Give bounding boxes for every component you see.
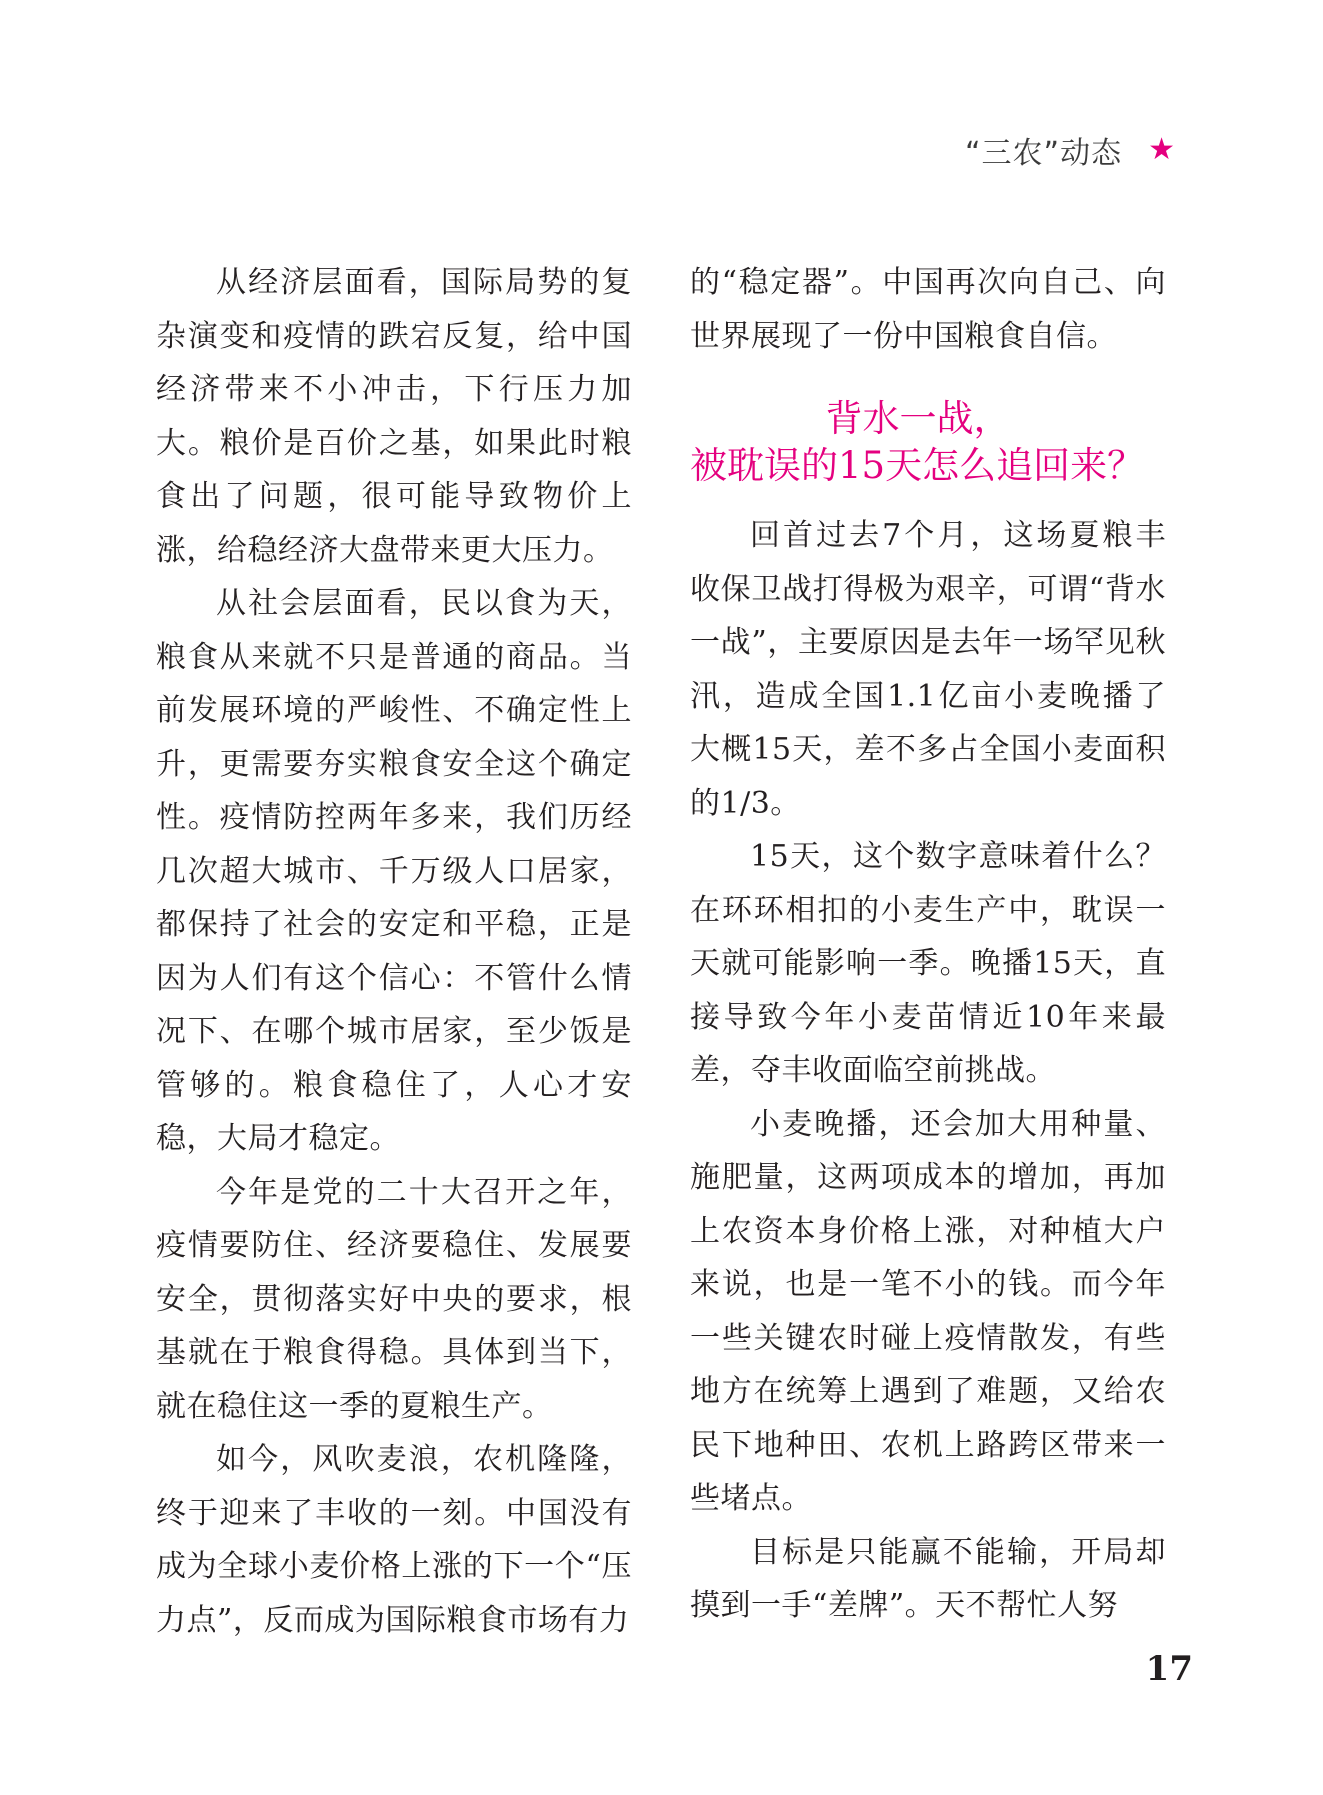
page-header xyxy=(965,128,1175,172)
star-icon: ★ xyxy=(1148,132,1175,167)
left-column xyxy=(156,256,632,1647)
paragraph: 目标是只能赢不能输，开局却摸到一手“差牌”。天不帮忙人努 xyxy=(690,1534,1166,1623)
page-number: 17 xyxy=(1145,1649,1193,1689)
paragraph: 回首过去7个月，这场夏粮丰收保卫战打得极为艰辛，可谓“背水一战”，主要原因是去年一场罕见秋汛，造成全国1.1亿亩小麦晚播了大概15天，差不多占全国小麦面积的1/3。 xyxy=(690,518,1166,821)
section-heading xyxy=(690,395,1166,489)
paragraph-continuation: 的“稳定器”。中国再次向自己、向世界展现了一份中国粮食自信。 xyxy=(690,265,1166,354)
paragraph: 小麦晚播，还会加大用种量、施肥量，这两项成本的增加，再加上农资本身价格上涨，对种植大户来说，也是一笔不小的钱。而今年一些关键农时碰上疫情散发，有些地方在统筹上遇到了难题，又给农民下地种田、农机上路跨区带来一些堵点。 xyxy=(690,1106,1166,1516)
section-heading-line1: 背水一战， xyxy=(825,397,1011,440)
section-heading-line2: 被耽误的15天怎么追回来？ xyxy=(690,444,1145,487)
paragraph: 如今，风吹麦浪，农机隆隆，终于迎来了丰收的一刻。中国没有成为全球小麦价格上涨的下一个“压力点”，反而成为国际粮食市场有力 xyxy=(156,1442,632,1638)
paragraph: 今年是党的二十大召开之年，疫情要防住、经济要稳住、发展要安全，贯彻落实好中央的要求，根基就在于粮食得稳。具体到当下，就在稳住这一季的夏粮生产。 xyxy=(156,1174,632,1424)
paragraph: 15天，这个数字意味着什么？在环环相扣的小麦生产中，耽误一天就可能影响一季。晚播15天，直接导致今年小麦苗情近10年来最差，夺丰收面临空前挑战。 xyxy=(690,839,1166,1088)
right-column xyxy=(690,256,1166,1633)
paragraph: 从经济层面看，国际局势的复杂演变和疫情的跌宕反复，给中国经济带来不小冲击，下行压力加大。粮价是百价之基，如果此时粮食出了问题，很可能导致物价上涨，给稳经济大盘带来更大压力。 xyxy=(156,265,632,568)
paragraph: 从社会层面看，民以食为天，粮食从来就不只是普通的商品。当前发展环境的严峻性、不确定性上升，更需要夯实粮食安全这个确定性。疫情防控两年多来，我们历经几次超大城市、千万级人口居家，都保持了社会的安定和平稳，正是因为人们有这个信心：不管什么情况下、在哪个城市居家，至少饭是管够的。粮食稳住了，人心才安稳，大局才稳定。 xyxy=(156,586,632,1156)
section-title: “三农”动态 xyxy=(965,136,1123,171)
